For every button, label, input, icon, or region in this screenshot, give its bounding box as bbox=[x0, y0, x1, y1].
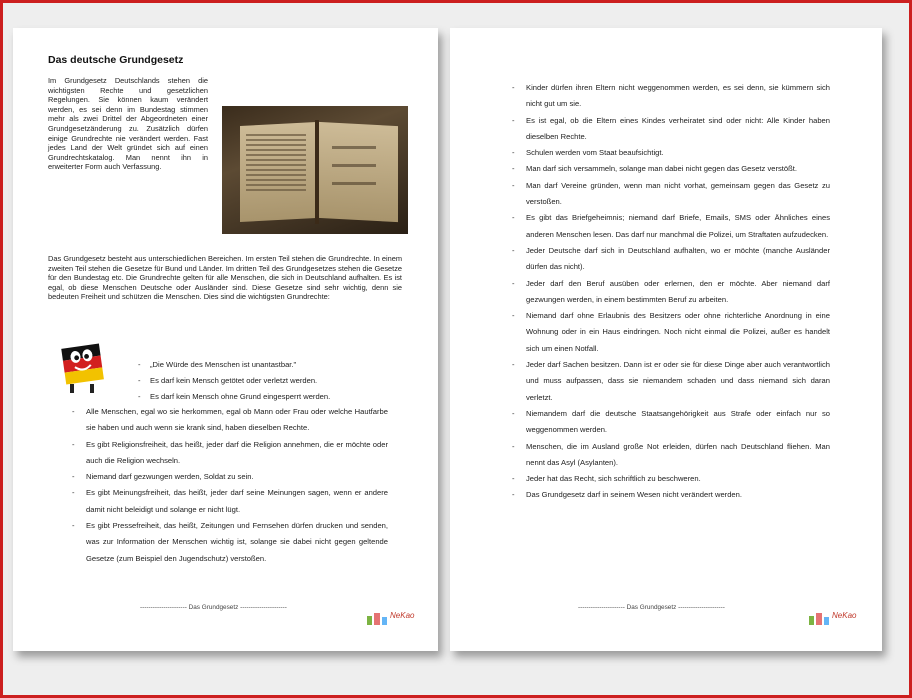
nekao-logo-icon bbox=[366, 610, 388, 626]
list-item: - Es gibt Meinungsfreiheit, das heißt, jeder darf seine Meinungen sagen, wenn er andere damit nicht beleidigt und solange er nicht lügt. bbox=[72, 485, 388, 518]
book-page-right bbox=[318, 122, 398, 222]
list-item: - Niemandem darf die deutsche Staatsangehörigkeit aus Strafe oder einfach nur so weggenommen werden. bbox=[512, 406, 830, 439]
logo-text: NeKao bbox=[390, 611, 415, 620]
rights-list-left bbox=[72, 404, 388, 567]
nekao-logo bbox=[808, 610, 866, 626]
logo-text: NeKao bbox=[832, 611, 857, 620]
intro-paragraph: Im Grundgesetz Deutschlands stehen die wichtigsten Rechte und gesetzlichen Regelungen. Sie können kaum verändert werden, es sei denn im Bundestag stimmen mehr als zwei Drittel der Abgeordneten einer Grundgesetzänderung zu. Zusätzlich dürfen einige Grundrechte nie verändert werden. Fast jedes Land der Welt gründet sich auf einen Grundrechtskatalog. Man nennt ihn in erweiterter Form auch Verfassung. bbox=[48, 76, 208, 172]
list-item: - Man darf sich versammeln, solange man dabei nicht gegen das Gesetz verstößt. bbox=[512, 161, 830, 177]
nekao-logo-icon bbox=[808, 610, 830, 626]
book-photo bbox=[222, 106, 408, 234]
quote-list bbox=[138, 357, 408, 405]
german-flag-mascot-icon bbox=[60, 340, 106, 394]
list-item: - Man darf Vereine gründen, wenn man nicht vorhat, gemeinsam gegen das Gesetz zu verstoßen. bbox=[512, 178, 830, 211]
list-item: - Das Grundgesetz darf in seinem Wesen nicht verändert werden. bbox=[512, 487, 830, 503]
list-item: - Jeder darf Sachen besitzen. Dann ist er oder sie für diese Dinge aber auch verantwortlich und muss aufpassen, dass sie niemandem schaden und dass niemand sich daran verletzt. bbox=[512, 357, 830, 406]
book-signature-line bbox=[332, 182, 376, 185]
list-item: - Niemand darf gezwungen werden, Soldat zu sein. bbox=[72, 469, 388, 485]
list-item: - Es gibt Religionsfreiheit, das heißt, jeder darf die Religion annehmen, die er möchte oder auch die Religion wechseln. bbox=[72, 437, 388, 470]
rights-list-right bbox=[512, 80, 830, 504]
quote-item: - „Die Würde des Menschen ist unantastbar." bbox=[138, 357, 408, 373]
structure-paragraph: Das Grundgesetz besteht aus unterschiedlichen Bereichen. Im ersten Teil stehen die Grundrechte. In einem zweiten Teil stehen die Gesetze für Bund und Länder. Im dritten Teil des Grundgesetzes stehen die Gesetze für den Bundestag etc. Die Grundrechte gelten für alle Menschen, die sich in Deutschland aufhalten. Es ist egal, ob diese Menschen Deutsche oder Ausländer sind. Diese Gesetze sind sehr wichtig, denn sie bedeuten Freiheit und schützen die Menschen. Dies sind die wichtigsten Grundrechte: bbox=[48, 254, 402, 302]
page-footer: ---------------------- Das Grundgesetz ---------------------- bbox=[578, 604, 725, 611]
book-text-lines bbox=[246, 134, 306, 194]
list-item: - Jeder Deutsche darf sich in Deutschland aufhalten, wo er möchte (manche Ausländer dürfen das nicht). bbox=[512, 243, 830, 276]
list-item: - Schulen werden vom Staat beaufsichtigt. bbox=[512, 145, 830, 161]
book-spine bbox=[315, 120, 319, 224]
list-item: - Jeder darf den Beruf ausüben oder erlernen, den er möchte. Aber niemand darf gezwungen werden, in einem bestimmten Beruf zu arbeiten. bbox=[512, 276, 830, 309]
quote-item: - Es darf kein Mensch ohne Grund eingesperrt werden. bbox=[138, 389, 408, 405]
list-item: - Es ist egal, ob die Eltern eines Kindes verheiratet sind oder nicht: Alle Kinder haben dieselben Rechte. bbox=[512, 113, 830, 146]
page-footer: ---------------------- Das Grundgesetz ---------------------- bbox=[140, 604, 287, 611]
book-signature-line bbox=[332, 164, 376, 167]
quote-item: - Es darf kein Mensch getötet oder verletzt werden. bbox=[138, 373, 408, 389]
document-title: Das deutsche Grundgesetz bbox=[48, 54, 184, 66]
list-item: - Niemand darf ohne Erlaubnis des Besitzers oder ohne richterliche Anordnung in eine Wohnung oder in ein Haus eindringen. Noch nicht einmal die Polizei, außer es handelt sich um einen Notfall. bbox=[512, 308, 830, 357]
list-item: - Jeder hat das Recht, sich schriftlich zu beschweren. bbox=[512, 471, 830, 487]
book-signature-line bbox=[332, 146, 376, 149]
list-item: - Alle Menschen, egal wo sie herkommen, egal ob Mann oder Frau oder welche Hautfarbe sie haben und auch wenn sie krank sind, haben dieselben Rechte. bbox=[72, 404, 388, 437]
list-item: - Es gibt das Briefgeheimnis; niemand darf Briefe, Emails, SMS oder Ähnliches eines anderen Menschen lesen. Das darf nur manchmal die Polizei, um Straftaten aufzudecken. bbox=[512, 210, 830, 243]
nekao-logo bbox=[366, 610, 424, 626]
list-item: - Menschen, die im Ausland große Not erleiden, dürfen nach Deutschland fliehen. Man nennt das Asyl (Asylanten). bbox=[512, 439, 830, 472]
list-item: - Kinder dürfen ihren Eltern nicht weggenommen werden, es sei denn, sie kümmern sich nicht gut um sie. bbox=[512, 80, 830, 113]
list-item: - Es gibt Pressefreiheit, das heißt, Zeitungen und Fernsehen dürfen drucken und senden, was zur Information der Menschen wichtig ist, solange sie dabei nicht gegen geltende Gesetze (zum Beispiel den Jugendschutz) verstoßen. bbox=[72, 518, 388, 567]
